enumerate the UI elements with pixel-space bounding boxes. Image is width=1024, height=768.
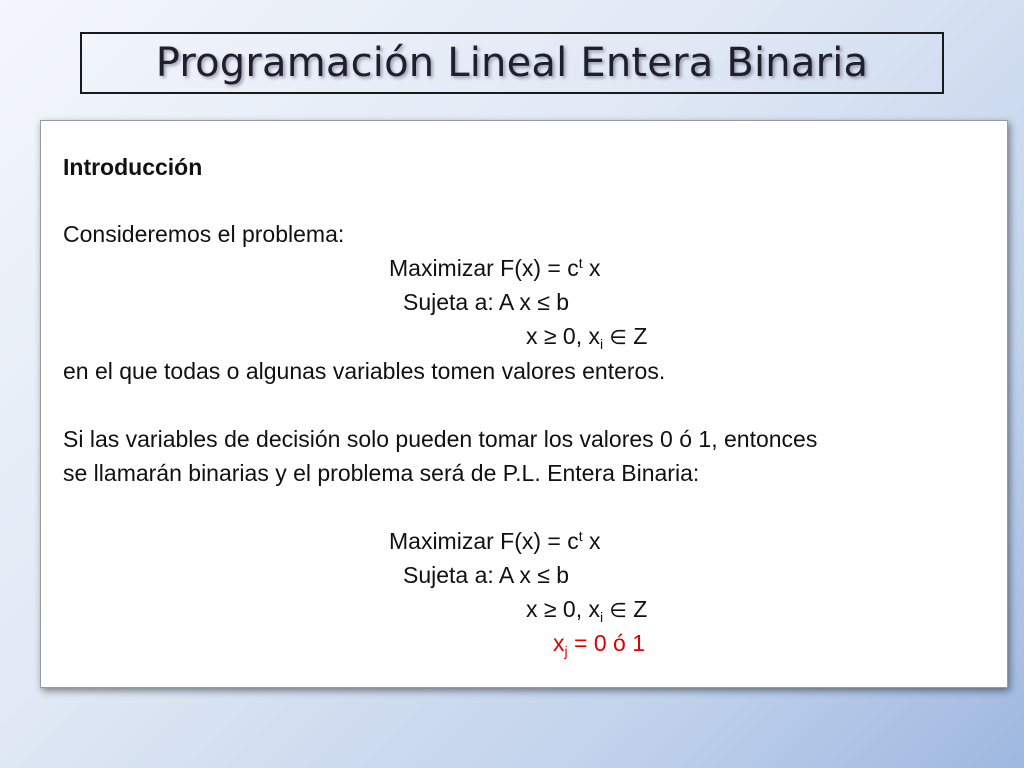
element-of-symbol: ∈ bbox=[609, 327, 627, 349]
transpose-sup: t bbox=[578, 255, 583, 271]
constraint-2: Sujeta a: A x ≤ b bbox=[403, 562, 570, 588]
intro-text: Consideremos el problema: bbox=[63, 221, 345, 247]
domain-constraint-1 bbox=[526, 323, 648, 352]
binary-paragraph-line-1: Si las variables de decisión solo pueden tomar los valores 0 ó 1, entonces bbox=[63, 426, 818, 452]
constraint-1: Sujeta a: A x ≤ b bbox=[403, 289, 570, 315]
transpose-sup: t bbox=[578, 528, 583, 544]
index-sub: i bbox=[599, 336, 604, 352]
objective-text: Maximizar F(x) = c bbox=[389, 255, 579, 281]
binary-constraint bbox=[553, 630, 645, 659]
binary-paragraph-line-2: se llamarán binarias y el problema será de P.L. Entera Binaria: bbox=[63, 460, 700, 486]
slide-title-box bbox=[80, 32, 944, 94]
integer-set: Z bbox=[626, 323, 648, 349]
index-sub: i bbox=[599, 609, 604, 625]
domain-prefix: x ≥ 0, x bbox=[526, 596, 600, 622]
binary-prefix: x bbox=[553, 630, 565, 656]
element-of-symbol: ∈ bbox=[609, 600, 627, 622]
objective-function-2 bbox=[389, 530, 601, 553]
content-panel bbox=[40, 120, 1008, 688]
objective-function-1 bbox=[389, 257, 601, 280]
integer-set: Z bbox=[626, 596, 648, 622]
domain-constraint-2 bbox=[526, 596, 648, 625]
objective-tail: x bbox=[582, 528, 601, 554]
domain-prefix: x ≥ 0, x bbox=[526, 323, 600, 349]
binary-index-sub: j bbox=[564, 643, 568, 659]
binary-tail: = 0 ó 1 bbox=[567, 630, 645, 656]
objective-tail: x bbox=[582, 255, 601, 281]
section-heading: Introducción bbox=[63, 154, 203, 180]
objective-text: Maximizar F(x) = c bbox=[389, 528, 579, 554]
slide-title: Programación Lineal Entera Binaria bbox=[155, 40, 869, 86]
integer-note: en el que todas o algunas variables tomen valores enteros. bbox=[63, 358, 666, 384]
